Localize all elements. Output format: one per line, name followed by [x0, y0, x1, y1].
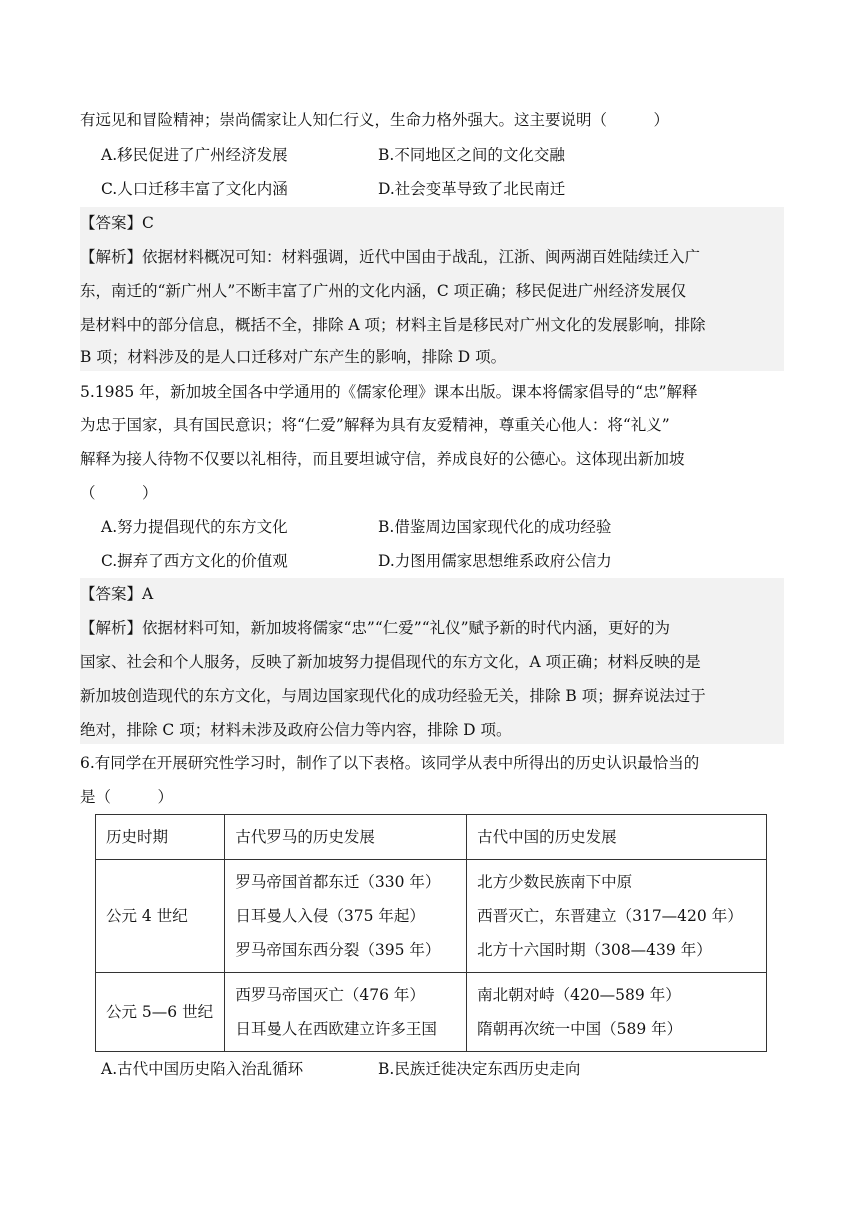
q6-stem-line: 是（ ）	[80, 788, 174, 806]
q5-answer-block	[80, 578, 784, 744]
q5-stem-line: 5.1985 年，新加坡全国各中学通用的《儒家伦理》课本出版。课本将儒家倡导的“忠”解释	[80, 383, 698, 401]
q4-answer: 【答案】C	[80, 214, 154, 232]
q4-option-a: A.移民促进了广州经济发展	[101, 146, 288, 164]
table-row	[96, 973, 767, 1052]
q4-analysis-line: B 项；材料涉及的是人口迁移对广东产生的影响，排除 D 项。	[80, 348, 507, 366]
q4-analysis-line: 是材料中的部分信息，概括不全，排除 A 项；材料主旨是移民对广州文化的发展影响，排除	[80, 316, 706, 334]
rome-event: 罗马帝国首都东迁（330 年）	[235, 873, 441, 891]
china-event: 隋朝再次统一中国（589 年）	[477, 1020, 683, 1038]
table-header-cell: 古代中国的历史发展	[467, 815, 767, 860]
q6-option-a: A.古代中国历史陷入治乱循环	[101, 1060, 304, 1078]
q5-option-b: B.借鉴周边国家现代化的成功经验	[378, 518, 612, 536]
table-cell-period: 公元 4 世纪	[96, 860, 225, 973]
table-header-cell: 古代罗马的历史发展	[225, 815, 467, 860]
q5-analysis-line: 新加坡创造现代的东方文化，与周边国家现代化的成功经验无关，排除 B 项；摒弃说法过于	[80, 687, 706, 705]
rome-event: 日耳曼人在西欧建立许多王国	[235, 1020, 437, 1038]
table-cell-period: 公元 5—6 世纪	[96, 973, 225, 1052]
q5-analysis-line: 绝对，排除 C 项；材料未涉及政府公信力等内容，排除 D 项。	[80, 721, 512, 739]
table-cell-china	[467, 860, 767, 973]
q5-option-d: D.力图用儒家思想维系政府公信力	[378, 552, 612, 570]
table-header-cell: 历史时期	[96, 815, 225, 860]
china-event: 北方少数民族南下中原	[477, 873, 633, 891]
q6-option-b: B.民族迁徙决定东西历史走向	[378, 1060, 581, 1078]
history-table	[95, 814, 767, 1052]
q5-option-c: C.摒弃了西方文化的价值观	[101, 552, 288, 570]
rome-event: 日耳曼人入侵（375 年起）	[235, 907, 425, 925]
q4-option-d: D.社会变革导致了北民南迁	[378, 180, 566, 198]
table-cell-rome	[225, 860, 467, 973]
china-event: 西晋灭亡，东晋建立（317—420 年）	[477, 907, 743, 925]
q5-analysis-line: 【解析】依据材料可知，新加坡将儒家“忠”“仁爱”“礼仪”赋予新的时代内涵，更好的为	[80, 619, 671, 637]
q5-answer: 【答案】A	[80, 585, 154, 603]
q4-stem-tail: 有远见和冒险精神；崇尚儒家让人知仁行义，生命力格外强大。这主要说明（ ）	[80, 111, 670, 129]
q5-stem-line: 为忠于国家，具有国民意识；将“仁爱”解释为具有友爱精神，尊重关心他人：将“礼义”	[80, 416, 670, 434]
rome-event: 西罗马帝国灭亡（476 年）	[235, 986, 425, 1004]
q5-stem-line: （ ）	[80, 484, 158, 502]
table-cell-china	[467, 973, 767, 1052]
q6-stem-line: 6.有同学在开展研究性学习时，制作了以下表格。该同学从表中所得出的历史认识最恰当的	[80, 754, 700, 772]
q5-stem-line: 解释为接人待物不仅要以礼相待，而且要坦诚守信，养成良好的公德心。这体现出新加坡	[80, 450, 685, 468]
table-cell-rome	[225, 973, 467, 1052]
rome-event: 罗马帝国东西分裂（395 年）	[235, 941, 441, 959]
q4-option-b: B.不同地区之间的文化交融	[378, 146, 565, 164]
q5-option-a: A.努力提倡现代的东方文化	[101, 518, 288, 536]
china-event: 南北朝对峙（420—589 年）	[477, 986, 681, 1004]
q4-analysis-line: 东，南迁的“新广州人”不断丰富了广州的文化内涵，C 项正确；移民促进广州经济发展仅	[80, 282, 687, 300]
q4-analysis-line: 【解析】依据材料概况可知：材料强调，近代中国由于战乱，江浙、闽两湖百姓陆续迁入广	[80, 248, 701, 266]
q4-option-c: C.人口迁移丰富了文化内涵	[101, 180, 288, 198]
table-header-row	[96, 815, 767, 860]
q5-analysis-line: 国家、社会和个人服务，反映了新加坡努力提倡现代的东方文化，A 项正确；材料反映的是	[80, 653, 701, 671]
table-row	[96, 860, 767, 973]
q4-answer-block	[80, 207, 784, 371]
china-event: 北方十六国时期（308—439 年）	[477, 941, 712, 959]
